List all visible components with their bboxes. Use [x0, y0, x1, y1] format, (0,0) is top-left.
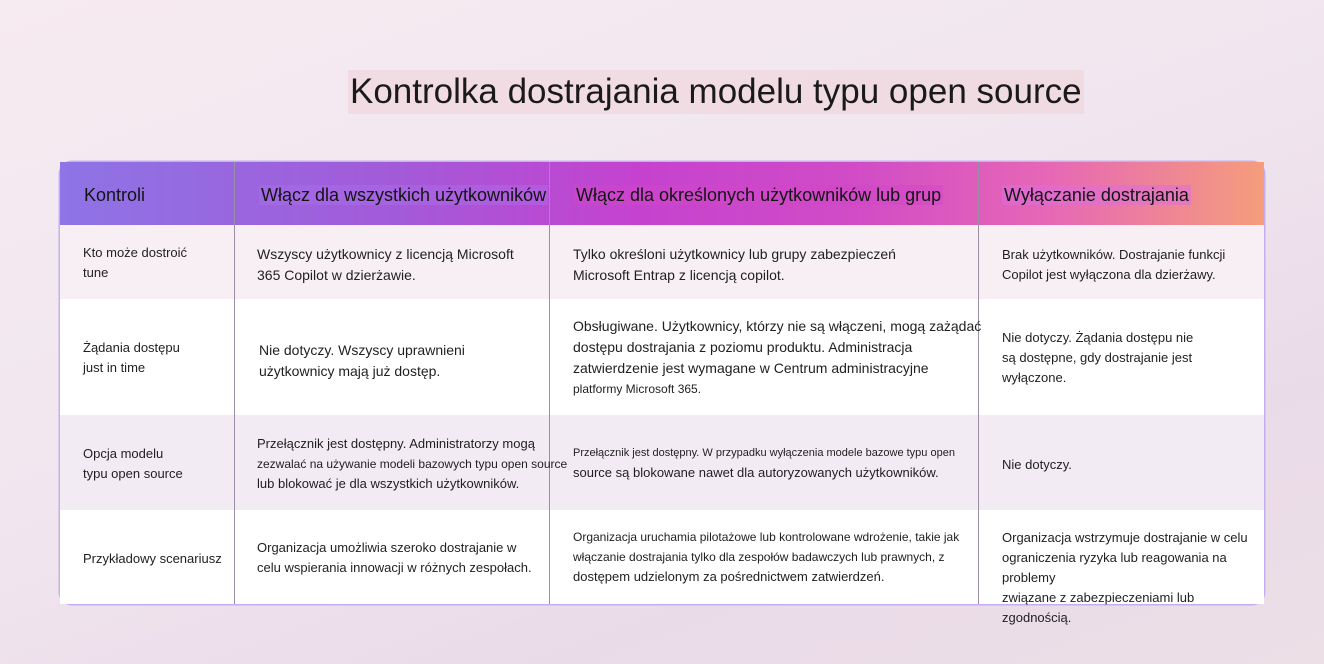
header-disable: Wyłączanie dostrajania — [1004, 185, 1189, 205]
cell-disable: Brak użytkowników. Dostrajanie funkcji Copilot jest wyłączona dla dzierżawy. — [1002, 247, 1226, 282]
cell-enable-specific: Tylko określoni użytkownicy lub grupy zabezpieczeń Microsoft Entrap z licencją copilot. — [573, 246, 896, 283]
row-label: Przykładowy scenariusz — [83, 551, 222, 566]
cell-enable-all: Organizacja umożliwia szeroko dostrajanie w celu wspierania innowacji w różnych zespołach. — [257, 540, 532, 575]
column-divider — [234, 162, 235, 604]
header-enable-specific: Włącz dla określonych użytkowników lub grup — [576, 185, 942, 205]
cell-enable-all: Przełącznik jest dostępny. Administratorzy mogą zezwalać na używanie modeli bazowych typu open source lub blokować je dla wszystkich użytkowników. — [257, 436, 568, 491]
header-enable-all: Włącz dla wszystkich użytkowników — [261, 185, 547, 205]
row-label: Kto może dostroić tune — [83, 245, 188, 280]
cell-disable: Nie dotyczy. Żądania dostępu nie są dostępne, gdy dostrajanie jest wyłączone. — [1002, 330, 1194, 385]
cell-enable-specific: Przełącznik jest dostępny. W przypadku wyłączenia modele bazowe typu open source są blokowane nawet dla autoryzowanych użytkowników. — [573, 447, 955, 480]
comparison-table — [60, 162, 1264, 625]
header-controls: Kontroli — [84, 185, 146, 205]
cell-enable-specific: Organizacja uruchamia pilotażowe lub kontrolowane wdrożenie, takie jak włączanie dostrajania tylko dla zespołów badawczych lub prawnych, z dostępem udzielonym za pośrednictwem zatwierdzeń. — [573, 530, 960, 584]
row-label: Opcja modelu typu open source — [83, 446, 183, 481]
cell-enable-specific: Obsługiwane. Użytkownicy, którzy nie są włączeni, mogą zażądać dostępu dostrajania z poziomu produktu. Administracja zatwierdzenie jest wymagane w Centrum administracyjne platformy Microsoft 365. — [573, 318, 982, 396]
column-divider — [549, 162, 550, 604]
row-label: Żądania dostępu just in time — [83, 340, 180, 375]
cell-disable: Nie dotyczy. — [1002, 457, 1072, 472]
cell-enable-all: Nie dotyczy. Wszyscy uprawnieni użytkownicy mają już dostęp. — [259, 342, 465, 379]
page-title: Kontrolka dostrajania modelu typu open source — [348, 70, 1084, 114]
cell-disable: Organizacja wstrzymuje dostrajanie w celu ograniczenia ryzyka lub reagowania na problemy związane z zabezpieczeniami lub zgodnością. — [1002, 530, 1248, 625]
cell-enable-all: Wszyscy użytkownicy z licencją Microsoft 365 Copilot w dzierżawie. — [257, 246, 514, 283]
